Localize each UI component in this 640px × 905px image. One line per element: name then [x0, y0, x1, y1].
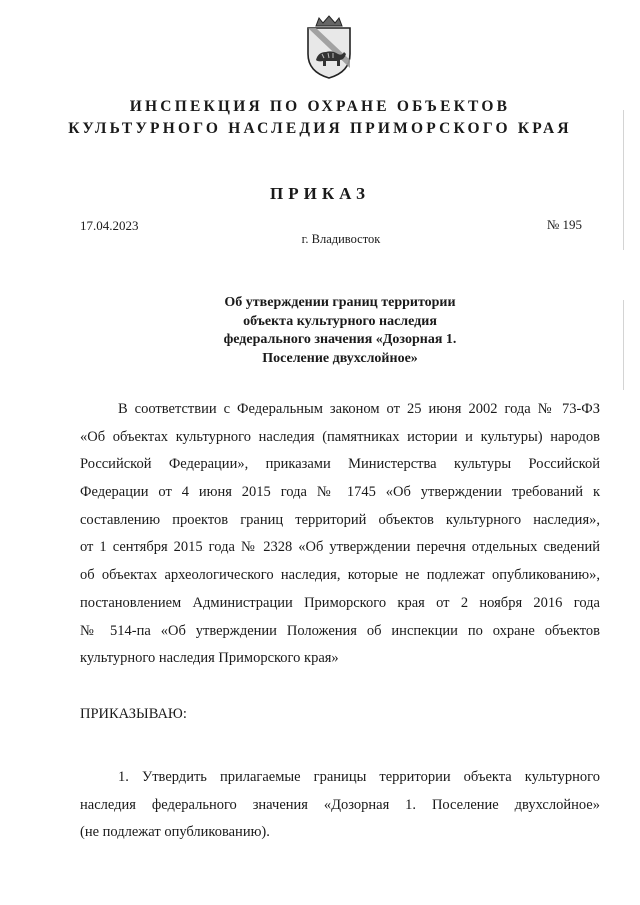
paragraph-line: «Об объектах культурного наследия (памятниках истории и культуры) народов: [80, 428, 600, 445]
paragraph-line: 1. Утвердить прилагаемые границы территории объекта культурного: [118, 769, 600, 785]
scan-edge-mark: [623, 110, 624, 250]
paragraph-line: об объектах археологического наследия, которые не подлежат опубликованию»,: [80, 567, 600, 584]
document-subject: [130, 294, 550, 368]
paragraph-line: от 1 сентября 2015 года № 2328 «Об утверждении перечня отдельных сведений: [80, 539, 600, 556]
document-city: г. Владивосток: [301, 232, 381, 246]
organization-name-line-1: ИНСПЕКЦИЯ ПО ОХРАНЕ ОБЪЕКТОВ: [129, 98, 511, 115]
paragraph-line: составлению проектов границ территорий объектов культурного наследия»,: [80, 511, 600, 528]
paragraph-line: постановлением Администрации Приморского края от 2 ноября 2016 года: [80, 594, 600, 611]
paragraph-line: Федерации от 4 июня 2015 года № 1745 «Об утверждении требований к: [80, 484, 600, 501]
subject-line: Об утверждении границ территории: [224, 295, 456, 310]
paragraph-line: № 514-па «Об утверждении Положения об инспекции по охране объектов: [80, 622, 600, 639]
subject-line: объекта культурного наследия: [243, 313, 437, 329]
subject-line: федерального значения «Дозорная 1.: [223, 332, 457, 347]
paragraph-line: (не подлежат опубликованию).: [80, 824, 270, 841]
paragraph-line: Российской Федерации», приказами Министерства культуры Российской: [80, 456, 600, 473]
order-item-1: [80, 764, 600, 847]
order-word: ПРИКАЗЫВАЮ:: [80, 706, 187, 722]
paragraph-line: наследия федерального значения «Дозорная 1. Поселение двухслойное»: [80, 796, 600, 813]
scan-edge-mark: [623, 300, 624, 390]
document-date: 17.04.2023: [80, 218, 139, 233]
paragraph-line: В соответствии с Федеральным законом от 25 июня 2002 года № 73-ФЗ: [118, 401, 600, 417]
document-title: ПРИКАЗ: [270, 184, 370, 203]
coat-of-arms-icon: [302, 14, 356, 80]
document-number: № 195: [546, 217, 582, 232]
organization-name-line-2: КУЛЬТУРНОГО НАСЛЕДИЯ ПРИМОРСКОГО КРАЯ: [68, 120, 572, 137]
subject-line: Поселение двухслойное»: [262, 350, 418, 366]
paragraph-line: культурного наследия Приморского края»: [80, 650, 339, 667]
preamble-paragraph: [80, 396, 600, 673]
